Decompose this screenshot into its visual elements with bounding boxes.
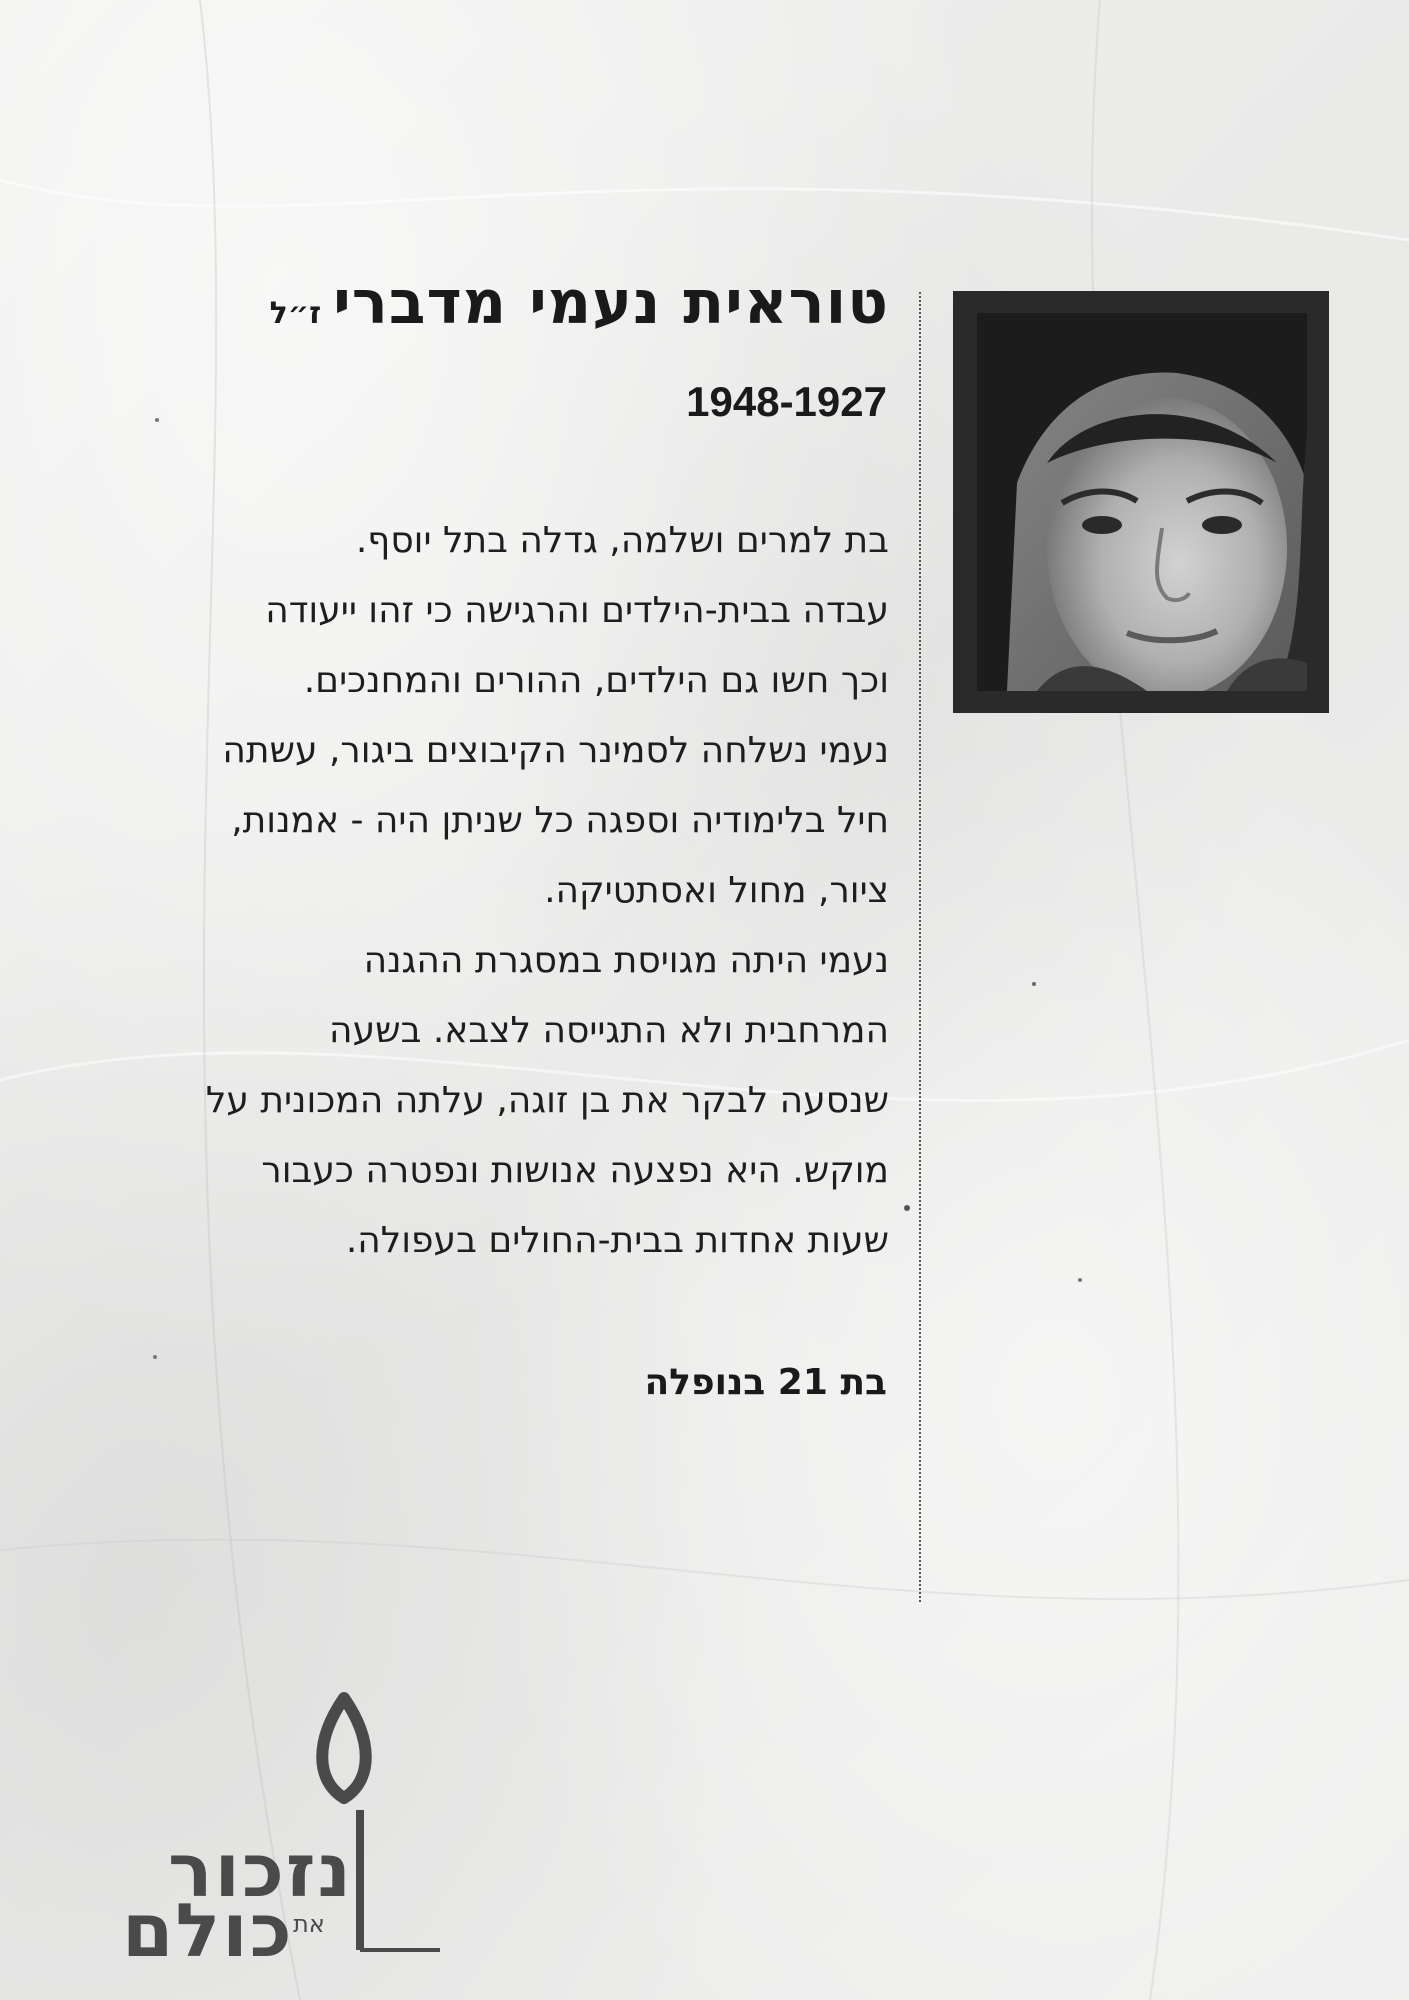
bio-line: נעמי היתה מגויסת במסגרת ההגנה [363,940,889,981]
biography [69,506,889,1276]
age-at-death: בת 21 בנופלה [644,1362,887,1403]
person-name: טוראית נעמי מדברי [333,268,889,338]
logo-text-line1: נזכור [168,1828,354,1914]
portrait-frame [953,291,1329,713]
bio-line: מוקש. היא נפצעה אנושות ונפטרה כעבור [261,1150,889,1191]
bio-line: וכך חשו גם הילדים, ההורים והמחנכים. [303,660,889,701]
dotted-divider [919,292,921,1602]
life-years: 1948-1927 [686,378,887,425]
portrait-photo [977,313,1307,691]
bio-line: שעות אחדות בבית-החולים בעפולה. [345,1220,889,1261]
bio-line: עבדה בבית-הילדים והרגישה כי זהו ייעודה [265,590,889,631]
bio-line: ציור, מחול ואסתטיקה. [544,870,889,911]
bio-line: נעמי נשלחה לסמינר הקיבוצים ביגור, עשתה [222,730,889,771]
title-row [270,268,889,338]
logo-text-line2: כולם [122,1888,294,1974]
memorial-suffix: ז״ל [269,296,322,331]
logo [110,1680,450,1974]
bio-line: המרחבית ולא התגייסה לצבא. בשעה [329,1010,889,1051]
bio-line: חיל בלימודיה וספגה כל שניתן היה - אמנות, [231,800,889,841]
logo-text-et: את [293,1910,325,1938]
bio-line: בת למרים ושלמה, גדלה בתל יוסף. [355,520,889,561]
bio-line: שנסעה לבקר את בן זוגה, עלתה המכונית על [205,1080,889,1121]
